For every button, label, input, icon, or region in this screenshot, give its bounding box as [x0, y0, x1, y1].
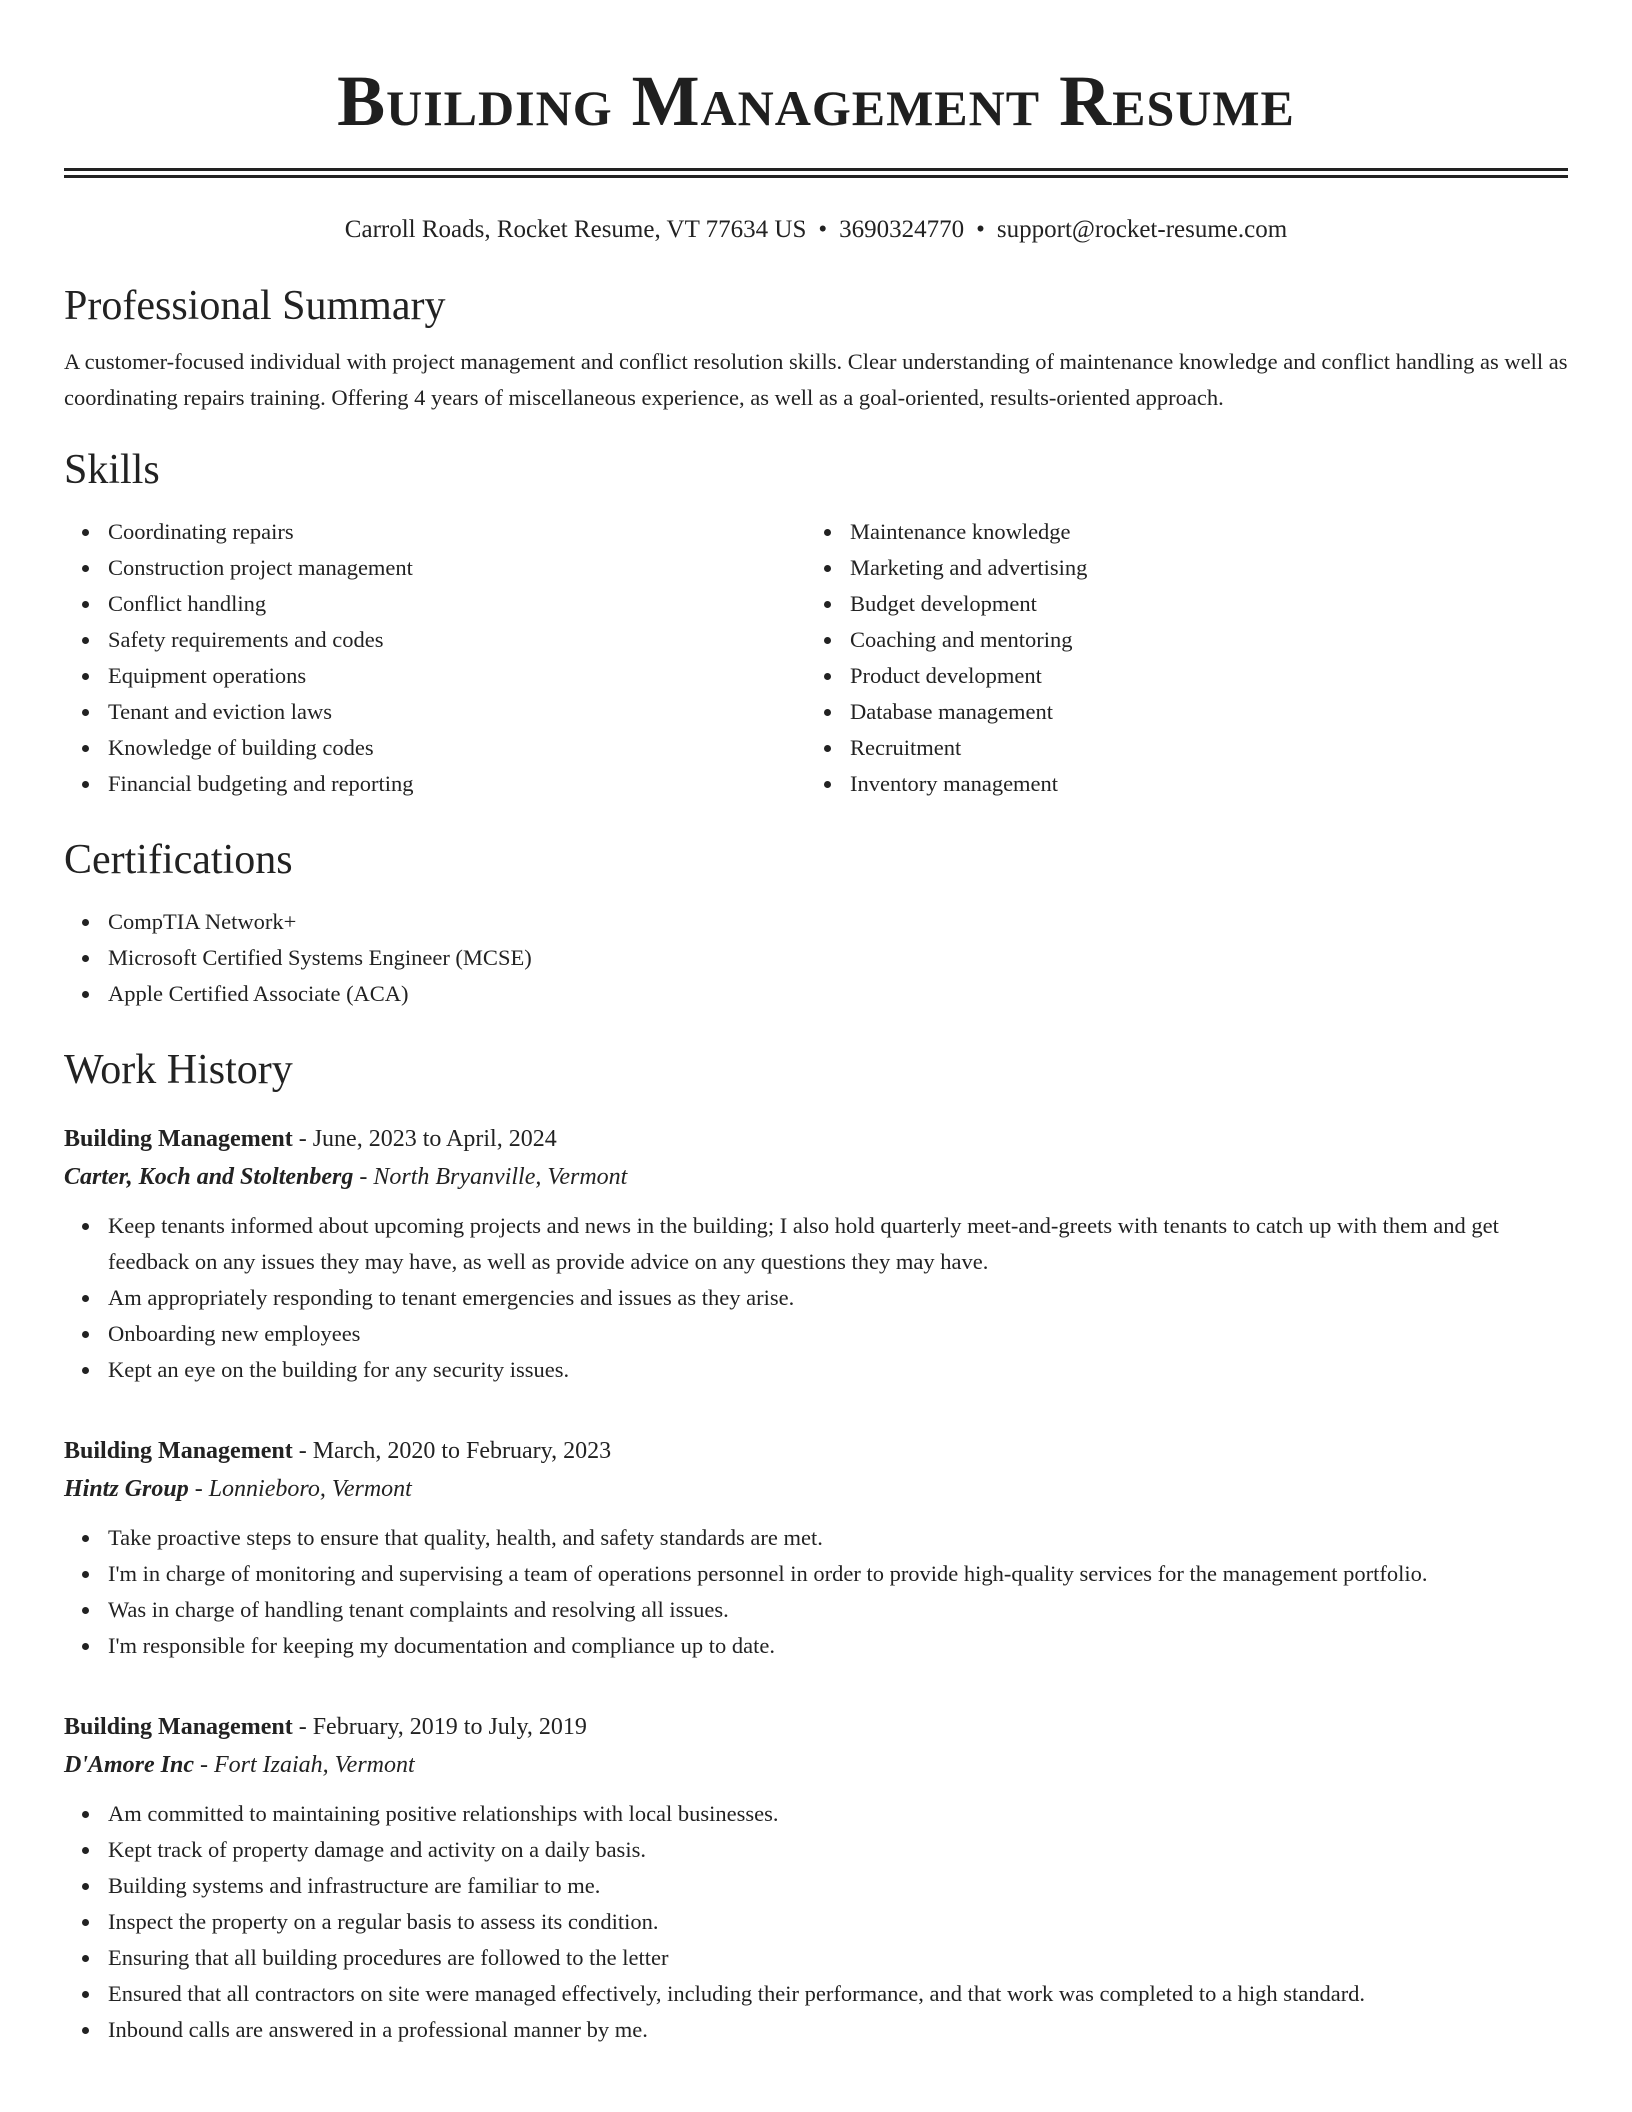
skill-item: Equipment operations [108, 658, 806, 694]
job-duties-list [64, 1520, 1568, 1664]
contact-separator: • [818, 216, 828, 243]
job-entry [64, 1432, 1568, 1664]
job-title: Building Management [64, 1126, 293, 1152]
contact-separator: • [976, 216, 985, 243]
skill-item: Product development [850, 658, 1548, 694]
job-duty: I'm responsible for keeping my documentation and compliance up to date. [108, 1628, 1568, 1664]
job-duty: Inspect the property on a regular basis to assess its condition. [108, 1904, 1568, 1940]
title-divider [64, 168, 1568, 178]
job-company: Carter, Koch and Stoltenberg [64, 1164, 354, 1190]
job-dates: - June, 2023 to April, 2024 [292, 1126, 557, 1152]
job-duty: Ensuring that all building procedures are followed to the letter [108, 1940, 1568, 1976]
contact-address: Carroll Roads, Rocket Resume, VT 77634 US [344, 216, 807, 243]
job-title: Building Management [64, 1714, 293, 1740]
summary-text: A customer-focused individual with project management and conflict resolution skills. Clear understanding of maintenance knowledge and conflict handling as well as coordinating repairs training. Offering 4 years of miscellaneous experience, as well as a goal-oriented, results-oriented approach. [64, 349, 1568, 410]
summary-section [64, 278, 1568, 416]
skills-list-left [64, 514, 806, 802]
job-company: Hintz Group [64, 1476, 189, 1502]
summary-heading: Professional Summary [64, 283, 446, 329]
job-duty: Was in charge of handling tenant complaints and resolving all issues. [108, 1592, 1568, 1628]
work-history-section [64, 1042, 1568, 2048]
contact-line [64, 212, 1568, 248]
certifications-list [64, 904, 1568, 1012]
skills-column-left [64, 514, 806, 802]
page-title: Building Management Resume [337, 61, 1295, 141]
job-duty: Kept track of property damage and activity on a daily basis. [108, 1832, 1568, 1868]
job-duties-list [64, 1208, 1568, 1388]
skills-list-right [806, 514, 1548, 802]
contact-phone: 3690324770 [839, 216, 965, 243]
job-location: - Lonnieboro, Vermont [188, 1476, 412, 1502]
job-duty: Am appropriately responding to tenant emergencies and issues as they arise. [108, 1280, 1568, 1316]
job-duty: Inbound calls are answered in a professional manner by me. [108, 2012, 1568, 2048]
job-location: - North Bryanville, Vermont [353, 1164, 628, 1190]
job-dates: - March, 2020 to February, 2023 [292, 1438, 612, 1464]
skill-item: Safety requirements and codes [108, 622, 806, 658]
job-dates: - February, 2019 to July, 2019 [292, 1714, 587, 1740]
skill-item: Budget development [850, 586, 1548, 622]
job-location: - Fort Izaiah, Vermont [194, 1752, 415, 1778]
certification-item: Microsoft Certified Systems Engineer (MCSE) [108, 940, 1568, 976]
job-title-line [64, 1432, 1568, 1470]
job-entry [64, 1120, 1568, 1388]
certifications-heading: Certifications [64, 837, 293, 883]
skill-item: Coordinating repairs [108, 514, 806, 550]
skills-grid [64, 514, 1568, 802]
job-duties-list [64, 1796, 1568, 2048]
job-duty: Onboarding new employees [108, 1316, 1568, 1352]
job-title-line [64, 1120, 1568, 1158]
job-entry [64, 1708, 1568, 2048]
skill-item: Financial budgeting and reporting [108, 766, 806, 802]
job-company-line [64, 1746, 1568, 1784]
skill-item: Maintenance knowledge [850, 514, 1548, 550]
job-duty: Am committed to maintaining positive relationships with local businesses. [108, 1796, 1568, 1832]
job-duty: I'm in charge of monitoring and supervising a team of operations personnel in order to provide high-quality services for the management portfolio. [108, 1556, 1568, 1592]
work-history-heading: Work History [64, 1047, 293, 1093]
skill-item: Construction project management [108, 550, 806, 586]
skills-heading: Skills [64, 447, 160, 493]
skill-item: Marketing and advertising [850, 550, 1548, 586]
job-duty: Ensured that all contractors on site were managed effectively, including their performance, and that work was completed to a high standard. [108, 1976, 1568, 2012]
skill-item: Inventory management [850, 766, 1548, 802]
certifications-section [64, 832, 1568, 1012]
job-duty: Kept an eye on the building for any security issues. [108, 1352, 1568, 1388]
job-duty: Building systems and infrastructure are familiar to me. [108, 1868, 1568, 1904]
skills-column-right [806, 514, 1548, 802]
job-company-line [64, 1158, 1568, 1196]
certification-item: CompTIA Network+ [108, 904, 1568, 940]
contact-email: support@rocket-resume.com [996, 216, 1288, 243]
skill-item: Conflict handling [108, 586, 806, 622]
job-company: D'Amore Inc [64, 1752, 195, 1778]
job-title-line [64, 1708, 1568, 1746]
skill-item: Database management [850, 694, 1548, 730]
skill-item: Tenant and eviction laws [108, 694, 806, 730]
certification-item: Apple Certified Associate (ACA) [108, 976, 1568, 1012]
skill-item: Recruitment [850, 730, 1548, 766]
skills-section [64, 442, 1568, 802]
job-company-line [64, 1470, 1568, 1508]
job-title: Building Management [64, 1438, 293, 1464]
job-duty: Take proactive steps to ensure that quality, health, and safety standards are met. [108, 1520, 1568, 1556]
skill-item: Knowledge of building codes [108, 730, 806, 766]
skill-item: Coaching and mentoring [850, 622, 1548, 658]
job-duty: Keep tenants informed about upcoming projects and news in the building; I also hold quarterly meet-and-greets with tenants to catch up with them and get feedback on any issues they may have, as well as provide advice on any questions they may have. [108, 1208, 1568, 1280]
